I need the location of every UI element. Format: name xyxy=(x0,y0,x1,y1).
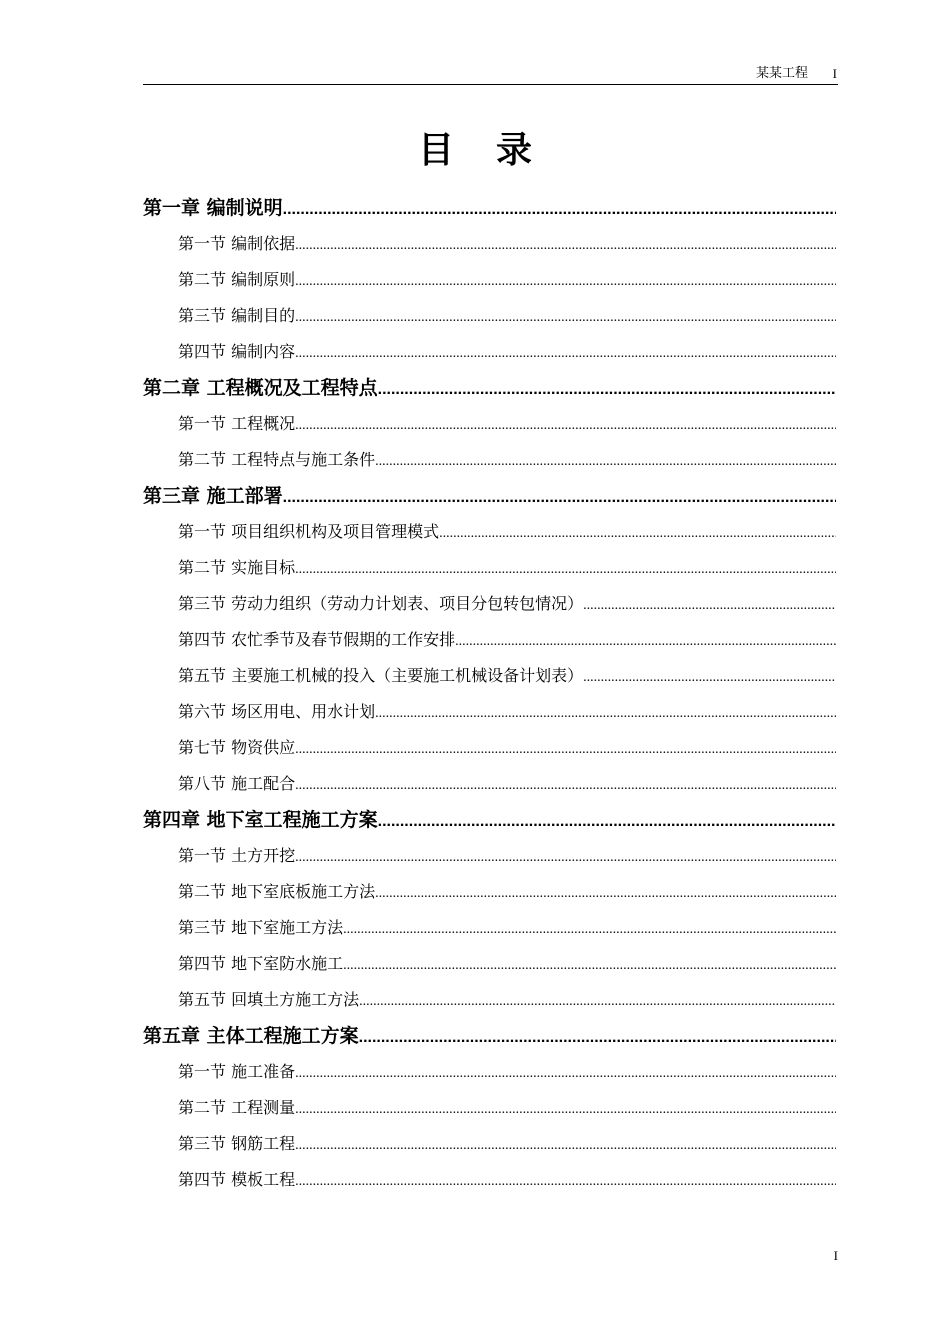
toc-leader-dots xyxy=(295,336,836,370)
toc-entry-label: 第三节 劳动力组织（劳动力计划表、项目分包转包情况） xyxy=(178,594,584,613)
toc-leader-dots xyxy=(295,300,836,334)
toc-entry-label: 第六节 场区用电、用水计划 xyxy=(178,702,376,721)
toc-leader-dots xyxy=(343,948,836,982)
toc-leader-dots xyxy=(375,444,836,478)
toc-leader-dots xyxy=(295,408,836,442)
toc-leader-dots xyxy=(295,768,836,802)
toc-entry-label: 第四节 编制内容 xyxy=(178,342,296,361)
table-of-contents xyxy=(143,190,836,1198)
toc-leader-dots xyxy=(295,840,836,874)
toc-leader-dots xyxy=(295,1056,836,1090)
toc-section-entry[interactable] xyxy=(143,262,836,298)
toc-leader-dots xyxy=(295,552,836,586)
toc-entry-label: 第五节 回填土方施工方法 xyxy=(178,990,360,1009)
toc-entry-label: 第一节 工程概况 xyxy=(178,414,296,433)
toc-entry-label: 第二节 编制原则 xyxy=(178,270,296,289)
toc-entry-label: 第一节 土方开挖 xyxy=(178,846,296,865)
toc-section-entry[interactable] xyxy=(143,1162,836,1198)
toc-entry-label: 第八节 施工配合 xyxy=(178,774,296,793)
toc-chapter-entry[interactable] xyxy=(143,1018,836,1054)
toc-leader-dots xyxy=(439,516,836,550)
toc-leader-dots xyxy=(295,732,836,766)
toc-entry-label: 第二节 地下室底板施工方法 xyxy=(178,882,376,901)
toc-entry-label: 第三节 编制目的 xyxy=(178,306,296,325)
toc-leader-dots xyxy=(295,264,836,298)
toc-leader-dots xyxy=(295,1092,836,1126)
toc-section-entry[interactable] xyxy=(143,946,836,982)
toc-leader-dots xyxy=(295,1164,836,1198)
toc-leader-dots xyxy=(359,984,836,1018)
toc-leader-dots xyxy=(583,660,836,694)
toc-entry-label: 第五节 主要施工机械的投入（主要施工机械设备计划表） xyxy=(178,666,584,685)
toc-section-entry[interactable] xyxy=(143,514,836,550)
toc-chapter-entry[interactable] xyxy=(143,190,836,226)
toc-section-entry[interactable] xyxy=(143,1126,836,1162)
toc-leader-dots xyxy=(359,1020,836,1054)
toc-section-entry[interactable] xyxy=(143,730,836,766)
toc-chapter-entry[interactable] xyxy=(143,478,836,514)
toc-entry-label: 第一节 施工准备 xyxy=(178,1062,296,1081)
page-header xyxy=(143,66,838,85)
toc-leader-dots xyxy=(283,192,836,226)
toc-section-entry[interactable] xyxy=(143,694,836,730)
toc-section-entry[interactable] xyxy=(143,1090,836,1126)
toc-section-entry[interactable] xyxy=(143,298,836,334)
toc-leader-dots xyxy=(295,228,836,262)
toc-section-entry[interactable] xyxy=(143,1054,836,1090)
toc-leader-dots xyxy=(283,480,836,514)
toc-section-entry[interactable] xyxy=(143,586,836,622)
toc-entry-label: 第四节 地下室防水施工 xyxy=(178,954,344,973)
toc-entry-label: 第三节 钢筋工程 xyxy=(178,1134,296,1153)
toc-section-entry[interactable] xyxy=(143,874,836,910)
toc-entry-label: 第四章 地下室工程施工方案 xyxy=(143,809,378,831)
toc-section-entry[interactable] xyxy=(143,766,836,802)
toc-leader-dots xyxy=(455,624,836,658)
toc-section-entry[interactable] xyxy=(143,622,836,658)
toc-entry-label: 第三节 地下室施工方法 xyxy=(178,918,344,937)
toc-entry-label: 第二章 工程概况及工程特点 xyxy=(143,377,378,399)
toc-section-entry[interactable] xyxy=(143,658,836,694)
toc-section-entry[interactable] xyxy=(143,838,836,874)
toc-entry-label: 第二节 工程测量 xyxy=(178,1098,296,1117)
toc-entry-label: 第一章 编制说明 xyxy=(143,197,283,219)
toc-leader-dots xyxy=(343,912,836,946)
toc-leader-dots xyxy=(375,876,836,910)
toc-leader-dots xyxy=(375,696,836,730)
toc-entry-label: 第三章 施工部署 xyxy=(143,485,283,507)
toc-section-entry[interactable] xyxy=(143,550,836,586)
toc-entry-label: 第二节 实施目标 xyxy=(178,558,296,577)
header-title: 某某工程 xyxy=(755,66,808,81)
toc-chapter-entry[interactable] xyxy=(143,802,836,838)
toc-leader-dots xyxy=(378,804,836,838)
toc-section-entry[interactable] xyxy=(143,226,836,262)
toc-entry-label: 第一节 编制依据 xyxy=(178,234,296,253)
toc-leader-dots xyxy=(583,588,836,622)
toc-entry-label: 第五章 主体工程施工方案 xyxy=(143,1025,359,1047)
toc-entry-label: 第一节 项目组织机构及项目管理模式 xyxy=(178,522,440,541)
toc-entry-label: 第四节 农忙季节及春节假期的工作安排 xyxy=(178,630,456,649)
toc-section-entry[interactable] xyxy=(143,334,836,370)
toc-chapter-entry[interactable] xyxy=(143,370,836,406)
toc-leader-dots xyxy=(378,372,836,406)
toc-entry-label: 第四节 模板工程 xyxy=(178,1170,296,1189)
toc-section-entry[interactable] xyxy=(143,406,836,442)
footer-page-number: I xyxy=(833,1248,838,1263)
header-page-number: I xyxy=(832,66,837,81)
toc-entry-label: 第二节 工程特点与施工条件 xyxy=(178,450,376,469)
toc-title: 目录 xyxy=(417,130,574,171)
toc-entry-label: 第七节 物资供应 xyxy=(178,738,296,757)
toc-leader-dots xyxy=(295,1128,836,1162)
toc-section-entry[interactable] xyxy=(143,442,836,478)
toc-section-entry[interactable] xyxy=(143,910,836,946)
toc-section-entry[interactable] xyxy=(143,982,836,1018)
